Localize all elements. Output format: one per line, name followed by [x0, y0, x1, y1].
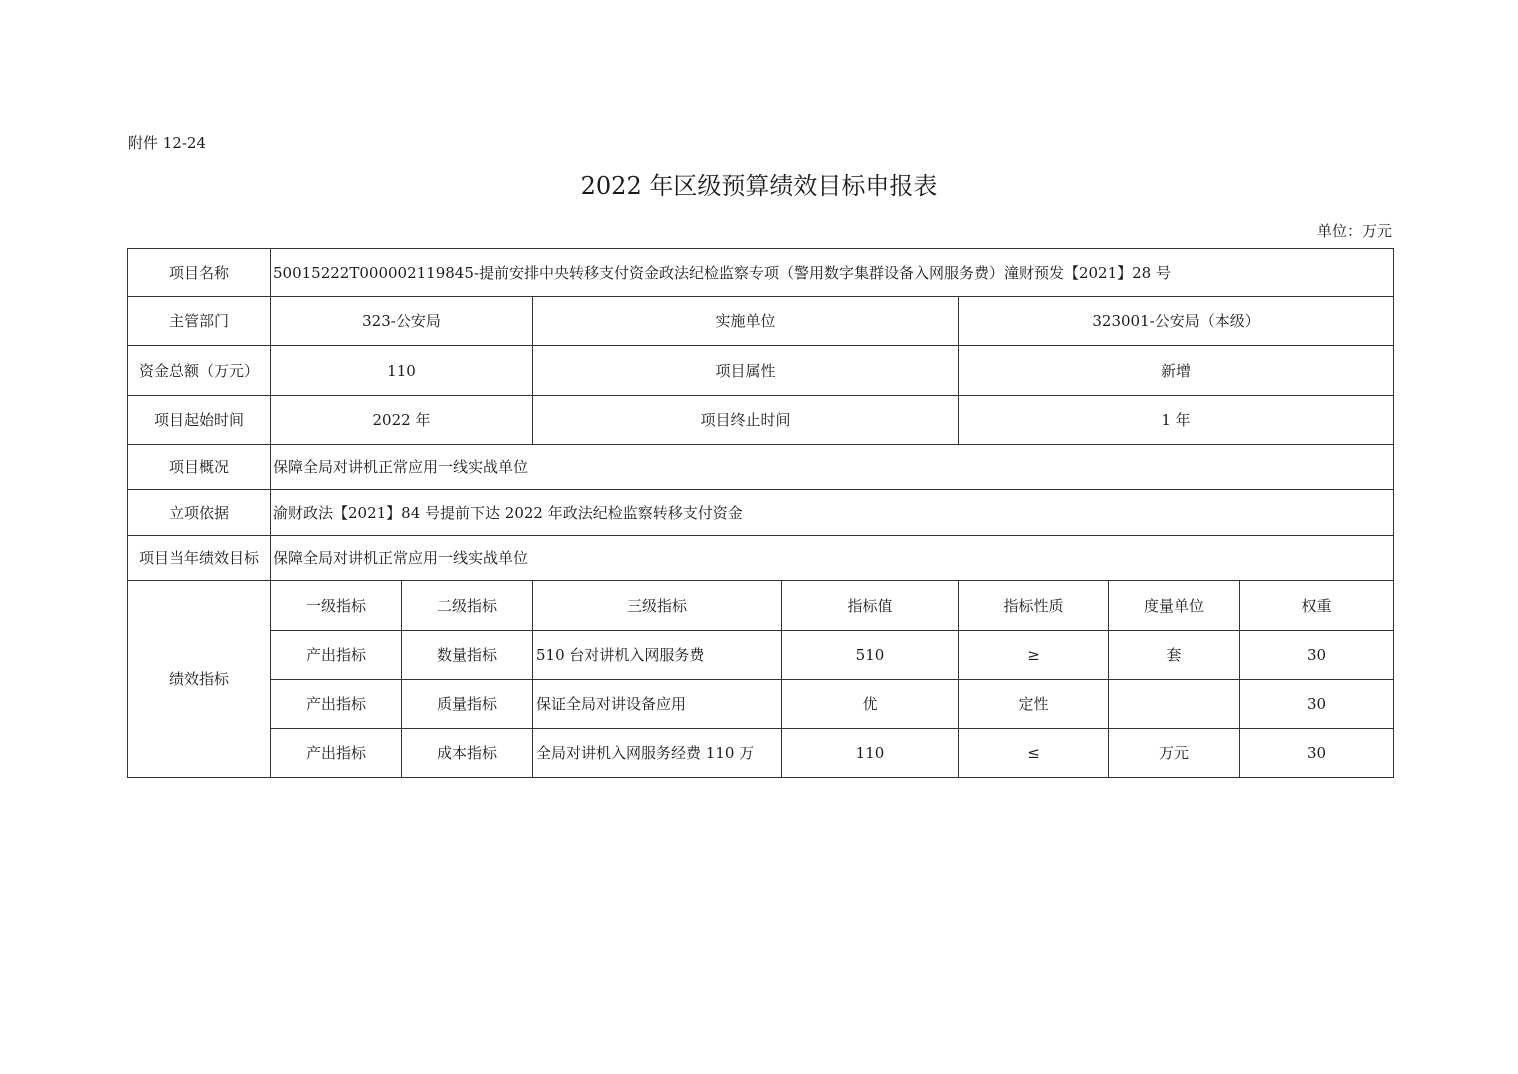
attachment-label: 附件 12-24 [128, 134, 207, 152]
row-overview [128, 445, 1394, 490]
indicators-label: 绩效指标 [128, 581, 271, 778]
end-time-label: 项目终止时间 [533, 396, 959, 445]
implementing-unit-value: 323001-公安局（本级） [959, 297, 1394, 346]
annual-goal-value: 保障全局对讲机正常应用一线实战单位 [271, 536, 1394, 581]
table-row [128, 729, 1394, 778]
indicator-level2: 数量指标 [402, 631, 533, 680]
indicator-level1: 产出指标 [271, 729, 402, 778]
row-project-name [128, 249, 1394, 297]
indicator-unit: 套 [1109, 631, 1240, 680]
project-name-value: 50015222T000002119845-提前安排中央转移支付资金政法纪检监察专项（警用数字集群设备入网服务费）潼财预发【2021】28 号 [271, 249, 1394, 297]
indicator-unit: 万元 [1109, 729, 1240, 778]
row-basis [128, 490, 1394, 536]
indicator-weight: 30 [1240, 631, 1394, 680]
header-level3: 三级指标 [533, 581, 782, 631]
basis-value: 渝财政法【2021】84 号提前下达 2022 年政法纪检监察转移支付资金 [271, 490, 1394, 536]
indicator-level2: 质量指标 [402, 680, 533, 729]
page-title: 2022 年区级预算绩效目标申报表 [580, 172, 938, 200]
end-time-value: 1 年 [959, 396, 1394, 445]
implementing-unit-label: 实施单位 [533, 297, 959, 346]
budget-performance-form [127, 248, 1394, 778]
indicator-nature: ≥ [959, 631, 1109, 680]
header-weight: 权重 [1240, 581, 1394, 631]
project-attribute-value: 新增 [959, 346, 1394, 396]
indicator-value: 优 [782, 680, 959, 729]
indicator-level1: 产出指标 [271, 631, 402, 680]
row-period [128, 396, 1394, 445]
indicator-level3: 保证全局对讲设备应用 [533, 680, 782, 729]
header-level1: 一级指标 [271, 581, 402, 631]
overview-label: 项目概况 [128, 445, 271, 490]
funding-label: 资金总额（万元） [128, 346, 271, 396]
indicator-weight: 30 [1240, 680, 1394, 729]
indicator-level3: 全局对讲机入网服务经费 110 万 [533, 729, 782, 778]
row-indicator-header [128, 581, 1394, 631]
project-attribute-label: 项目属性 [533, 346, 959, 396]
funding-value: 110 [271, 346, 533, 396]
indicator-level2: 成本指标 [402, 729, 533, 778]
department-value: 323-公安局 [271, 297, 533, 346]
unit-note: 单位：万元 [1316, 222, 1392, 240]
header-nature: 指标性质 [959, 581, 1109, 631]
header-level2: 二级指标 [402, 581, 533, 631]
header-value: 指标值 [782, 581, 959, 631]
project-name-label: 项目名称 [128, 249, 271, 297]
row-funding [128, 346, 1394, 396]
annual-goal-label: 项目当年绩效目标 [128, 536, 271, 581]
row-annual-goal [128, 536, 1394, 581]
department-label: 主管部门 [128, 297, 271, 346]
indicator-nature: ≤ [959, 729, 1109, 778]
indicator-value: 510 [782, 631, 959, 680]
header-unit: 度量单位 [1109, 581, 1240, 631]
indicator-level1: 产出指标 [271, 680, 402, 729]
overview-value: 保障全局对讲机正常应用一线实战单位 [271, 445, 1394, 490]
row-department [128, 297, 1394, 346]
table-row [128, 680, 1394, 729]
indicator-level3: 510 台对讲机入网服务费 [533, 631, 782, 680]
indicator-unit [1109, 680, 1240, 729]
start-time-value: 2022 年 [271, 396, 533, 445]
basis-label: 立项依据 [128, 490, 271, 536]
indicator-nature: 定性 [959, 680, 1109, 729]
start-time-label: 项目起始时间 [128, 396, 271, 445]
table-row [128, 631, 1394, 680]
indicator-weight: 30 [1240, 729, 1394, 778]
indicator-value: 110 [782, 729, 959, 778]
